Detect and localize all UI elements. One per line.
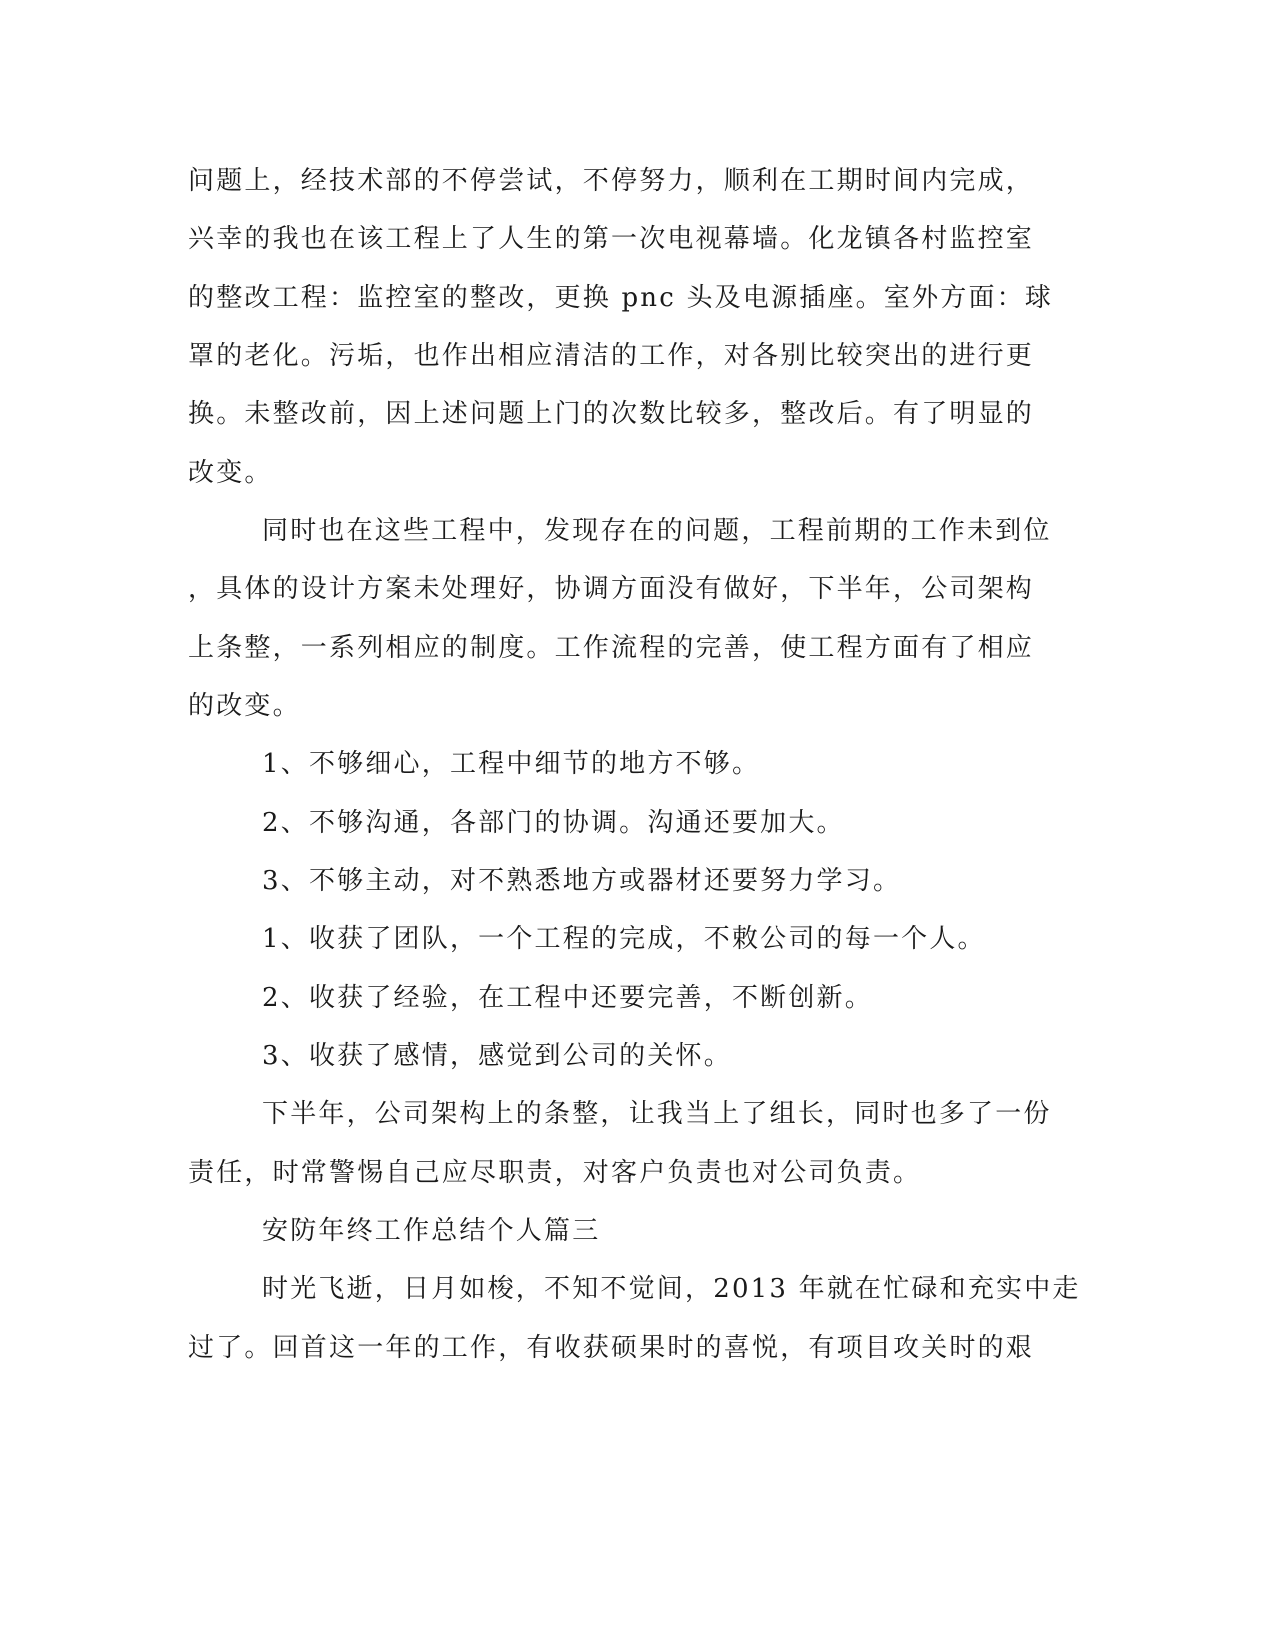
list-item: 2、不够沟通，各部门的协调。沟通还要加大。 bbox=[262, 808, 845, 838]
text-line: 换。未整改前，因上述问题上门的次数比较多，整改后。有了明显的 bbox=[188, 399, 1035, 429]
list-item: 1、收获了团队，一个工程的完成，不敕公司的每一个人。 bbox=[262, 924, 986, 954]
text-line: 改变。 bbox=[188, 458, 273, 488]
text-line: 问题上，经技术部的不停尝试，不停努力，顺利在工期时间内完成， bbox=[188, 166, 1035, 196]
text-line: 同时也在这些工程中，发现存在的问题，工程前期的工作未到位 bbox=[262, 516, 1052, 546]
list-item: 1、不够细心，工程中细节的地方不够。 bbox=[262, 749, 761, 779]
list-item: 3、不够主动，对不熟悉地方或器材还要努力学习。 bbox=[262, 866, 902, 896]
text-line: 罩的老化。污垢，也作出相应清洁的工作，对各别比较突出的进行更 bbox=[188, 341, 1035, 371]
section-heading: 安防年终工作总结个人篇三 bbox=[262, 1216, 601, 1246]
text-line: 兴幸的我也在该工程上了人生的第一次电视幕墙。化龙镇各村监控室 bbox=[188, 224, 1035, 254]
text-line: 上条整，一系列相应的制度。工作流程的完善，使工程方面有了相应 bbox=[188, 633, 1035, 663]
text-line: 时光飞逝，日月如梭，不知不觉间，2013 年就在忙碌和充实中走 bbox=[262, 1274, 1081, 1304]
list-item: 2、收获了经验，在工程中还要完善，不断创新。 bbox=[262, 983, 873, 1013]
text-line: 过了。回首这一年的工作，有收获硕果时的喜悦，有项目攻关时的艰 bbox=[188, 1333, 1035, 1363]
text-line: 下半年，公司架构上的条整，让我当上了组长，同时也多了一份 bbox=[262, 1099, 1052, 1129]
text-line: 责任，时常警惕自己应尽职责，对客户负责也对公司负责。 bbox=[188, 1158, 922, 1188]
text-line: ，具体的设计方案未处理好，协调方面没有做好，下半年，公司架构 bbox=[188, 574, 1035, 604]
text-line: 的整改工程：监控室的整改，更换 pnc 头及电源插座。室外方面：球 bbox=[188, 283, 1054, 313]
list-item: 3、收获了感情，感觉到公司的关怀。 bbox=[262, 1041, 732, 1071]
text-line: 的改变。 bbox=[188, 691, 301, 721]
